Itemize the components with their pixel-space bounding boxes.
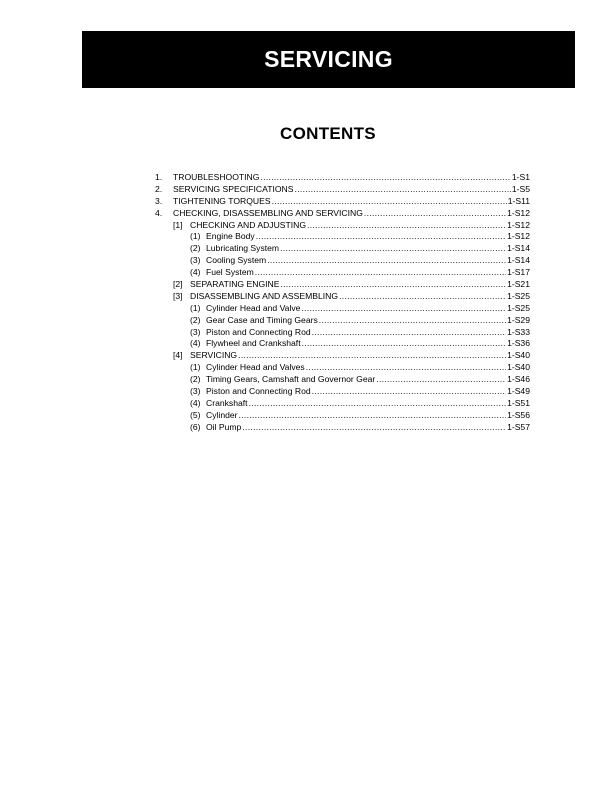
dot-leader: [312, 327, 506, 339]
dot-leader: [364, 208, 506, 220]
toc-page: 1-S5: [511, 183, 530, 194]
toc-number: (4): [190, 338, 201, 349]
toc-label: SERVICING: [190, 350, 238, 361]
toc-entry-lubricating-system[interactable]: [155, 243, 530, 255]
toc-number: [3]: [173, 290, 183, 301]
section-title: SERVICING: [264, 46, 393, 72]
toc-entry-separating-engine[interactable]: [155, 279, 530, 291]
toc-label: Fuel System: [206, 267, 254, 278]
toc-number: 1.: [155, 172, 163, 182]
toc-page: 1-S40: [507, 362, 530, 373]
toc-number: (3): [190, 386, 201, 397]
toc-number: [1]: [173, 219, 183, 230]
toc-number: (4): [190, 397, 201, 408]
toc-page: 1-S12: [507, 219, 530, 230]
toc-entry-timing-gears-camshaft-governor-gear[interactable]: [155, 374, 530, 386]
dot-leader: [256, 231, 506, 243]
dot-leader: [306, 362, 506, 374]
toc-page: 1-S51: [507, 397, 530, 408]
toc-page: 1-S40: [507, 350, 530, 361]
dot-leader: [255, 267, 506, 279]
toc-label: Gear Case and Timing Gears: [206, 314, 318, 325]
toc-page: 1-S46: [507, 374, 530, 385]
dot-leader: [249, 398, 507, 410]
dot-leader: [238, 350, 506, 362]
dot-leader: [280, 243, 506, 255]
toc-label: TIGHTENING TORQUES: [173, 195, 271, 206]
toc-page: 1-S14: [507, 243, 530, 254]
toc-entry-checking-disassembling-servicing[interactable]: [155, 208, 530, 220]
table-of-contents: [155, 172, 530, 434]
dot-leader: [301, 303, 506, 315]
toc-number: (5): [190, 409, 201, 420]
toc-page: 1-S29: [507, 314, 530, 325]
toc-number: 4.: [155, 207, 163, 218]
dot-leader: [260, 172, 510, 184]
toc-label: SERVICING SPECIFICATIONS: [173, 183, 294, 194]
dot-leader: [272, 196, 507, 208]
toc-entry-disassembling-and-assembling[interactable]: [155, 291, 530, 303]
toc-label: Timing Gears, Camshaft and Governor Gear: [206, 374, 376, 385]
toc-page: 1-S56: [507, 409, 530, 420]
toc-number: [2]: [173, 279, 183, 290]
dot-leader: [339, 291, 506, 303]
toc-page: 1-S12: [507, 207, 530, 218]
toc-page: 1-S57: [507, 421, 530, 432]
toc-label: Piston and Connecting Rod: [206, 326, 311, 337]
dot-leader: [307, 220, 506, 232]
toc-entry-checking-and-adjusting[interactable]: [155, 220, 530, 232]
toc-page: 1-S11: [507, 195, 530, 206]
toc-page: 1-S12: [507, 231, 530, 242]
toc-entry-servicing[interactable]: [155, 350, 530, 362]
toc-page: 1-S17: [507, 267, 530, 278]
toc-label: Engine Body: [206, 231, 255, 242]
toc-label: Cylinder Head and Valve: [206, 302, 301, 313]
toc-page: 1-S14: [507, 255, 530, 266]
toc-label: CHECKING, DISASSEMBLING AND SERVICING: [173, 207, 363, 218]
section-title-banner: [82, 31, 575, 88]
toc-number: (3): [190, 255, 201, 266]
toc-entry-piston-and-connecting-rod[interactable]: [155, 327, 530, 339]
dot-leader: [242, 422, 506, 434]
toc-entry-engine-body[interactable]: [155, 231, 530, 243]
toc-number: 2.: [155, 183, 163, 194]
toc-entry-flywheel-and-crankshaft[interactable]: [155, 338, 530, 350]
toc-page: 1-S21: [507, 279, 530, 290]
toc-label: Flywheel and Crankshaft: [206, 338, 301, 349]
toc-number: (4): [190, 267, 201, 278]
toc-label: Crankshaft: [206, 397, 248, 408]
dot-leader: [376, 374, 506, 386]
toc-number: (6): [190, 421, 201, 432]
toc-number: (2): [190, 314, 201, 325]
toc-entry-servicing-specifications[interactable]: [155, 184, 530, 196]
dot-leader: [302, 338, 506, 350]
toc-label: Piston and Connecting Rod: [206, 386, 311, 397]
toc-label: Oil Pump: [206, 421, 242, 432]
toc-label: Cylinder: [206, 409, 238, 420]
toc-page: 1-S49: [507, 386, 530, 397]
dot-leader: [239, 410, 507, 422]
toc-page: 1-S25: [507, 302, 530, 313]
toc-page: 1-S33: [507, 326, 530, 337]
dot-leader: [267, 255, 506, 267]
toc-label: TROUBLESHOOTING: [173, 172, 260, 182]
toc-label: CHECKING AND ADJUSTING: [190, 219, 307, 230]
toc-label: Cooling System: [206, 255, 267, 266]
toc-number: (2): [190, 374, 201, 385]
toc-entry-gear-case-and-timing-gears[interactable]: [155, 315, 530, 327]
toc-label: Lubricating System: [206, 243, 280, 254]
dot-leader: [319, 315, 506, 327]
toc-page: 1-S25: [507, 290, 530, 301]
toc-label: SEPARATING ENGINE: [190, 279, 280, 290]
dot-leader: [312, 386, 506, 398]
toc-number: (1): [190, 362, 201, 373]
toc-number: [4]: [173, 350, 183, 361]
toc-entry-tightening-torques[interactable]: [155, 196, 530, 208]
toc-label: Cylinder Head and Valves: [206, 362, 305, 373]
toc-entry-crankshaft[interactable]: [155, 398, 530, 410]
toc-entry-cylinder[interactable]: [155, 410, 530, 422]
toc-number: (1): [190, 231, 201, 242]
toc-entry-fuel-system[interactable]: [155, 267, 530, 279]
toc-entry-oil-pump[interactable]: [155, 422, 530, 434]
toc-number: (3): [190, 326, 201, 337]
toc-entry-troubleshooting[interactable]: [155, 172, 530, 184]
toc-label: DISASSEMBLING AND ASSEMBLING: [190, 290, 339, 301]
toc-entry-cylinder-head-and-valves[interactable]: [155, 362, 530, 374]
toc-number: (2): [190, 243, 201, 254]
toc-number: 3.: [155, 195, 163, 206]
toc-page: 1-S36: [507, 338, 530, 349]
dot-leader: [280, 279, 506, 291]
contents-heading: CONTENTS: [280, 124, 376, 143]
toc-page: 1-S1: [511, 172, 530, 182]
toc-entry-cylinder-head-and-valve[interactable]: [155, 303, 530, 315]
toc-entry-piston-and-connecting-rod-servicing[interactable]: [155, 386, 530, 398]
dot-leader: [295, 184, 511, 196]
toc-entry-cooling-system[interactable]: [155, 255, 530, 267]
toc-number: (1): [190, 302, 201, 313]
